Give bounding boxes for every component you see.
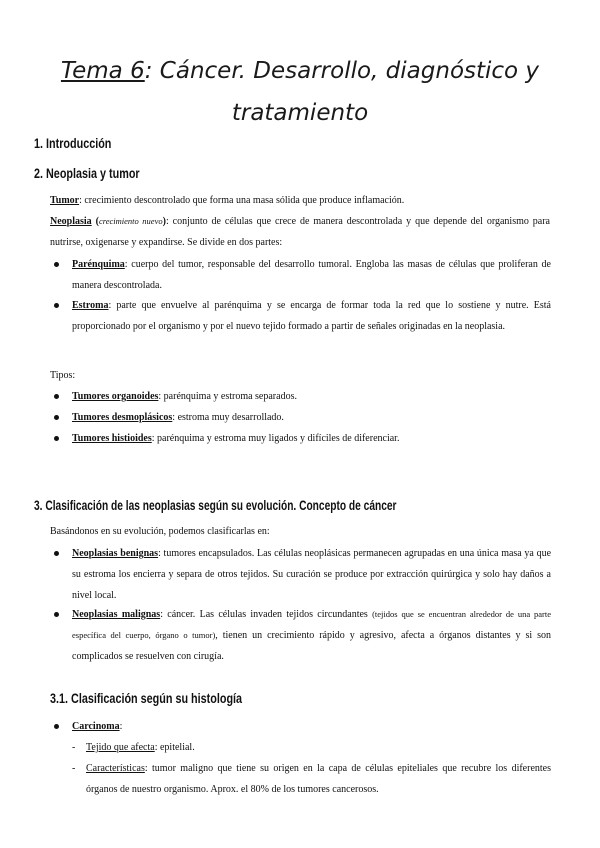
tejido-label: Tejido que afecta	[86, 742, 155, 753]
bullet-icon	[54, 612, 59, 617]
list-item	[72, 386, 551, 407]
list-item	[72, 407, 551, 428]
malignas-term: Neoplasias malignas	[72, 609, 161, 620]
list-item	[72, 254, 551, 296]
histioides-text: : parénquima y estroma muy ligados y difíciles de diferenciar.	[151, 433, 400, 444]
malignas-text-b: , tienen un crecimiento rápido y agresivo, afecta a órganos distantes y si son complicados se resuelven con cirugía.	[72, 630, 551, 662]
tejido-text: : epitelial.	[154, 742, 195, 753]
neoplasia-text: : conjunto de células que crece de manera descontrolada y que depende del organismo para nutrirse, oxigenarse y expandirse. Se divide en dos partes:	[50, 216, 550, 248]
heading-clasificacion-histologia: 3.1. Clasificación según su histología	[50, 691, 243, 706]
list-item	[72, 428, 551, 449]
tipos-label: Tipos:	[50, 370, 76, 381]
list-item	[72, 543, 551, 606]
title-topic-number: Tema 6	[60, 58, 145, 84]
organoides-term: Tumores organoides	[72, 391, 159, 402]
estroma-term: Estroma	[72, 300, 109, 311]
malignas-text-a: : cáncer. Las células invaden tejidos circundantes	[160, 609, 373, 620]
heading-clasificacion-evolucion: 3. Clasificación de las neoplasias según su evolución. Concepto de cáncer	[34, 498, 397, 513]
bullet-icon	[54, 724, 59, 729]
tumor-text: : crecimiento descontrolado que forma una masa sólida que produce inflamación.	[79, 195, 405, 206]
dash-marker: -	[72, 763, 76, 774]
bullet-icon	[54, 415, 59, 420]
title-topic-name: : Cáncer. Desarrollo, diagnóstico y	[144, 58, 540, 84]
bullet-icon	[54, 262, 59, 267]
evolucion-intro: Basándonos en su evolución, podemos clasificarlas en:	[50, 526, 270, 537]
tumor-term: Tumor	[50, 195, 80, 206]
bullet-icon	[54, 551, 59, 556]
carcinoma-colon: :	[119, 721, 123, 732]
page-title	[30, 54, 570, 88]
carcinoma-term: Carcinoma	[72, 721, 120, 732]
bullet-icon	[54, 436, 59, 441]
dash-marker: -	[72, 742, 76, 753]
benignas-term: Neoplasias benignas	[72, 548, 159, 559]
neoplasia-meaning: crecimiento nuevo	[98, 216, 163, 226]
list-item	[72, 604, 551, 667]
heading-introduccion: 1. Introducción	[34, 136, 112, 151]
list-item	[72, 716, 551, 737]
bullet-icon	[54, 394, 59, 399]
caracteristicas-text: : tumor maligno que tiene su origen en la capa de células epiteliales que recubre los diferentes órganos de nuestro organismo. Aprox. el 80% de los tumores cancerosos.	[86, 763, 551, 795]
desmoplasicos-text: : estroma muy desarrollado.	[172, 412, 284, 423]
neoplasia-paren-open: (	[91, 216, 99, 227]
tumor-definition	[50, 190, 550, 211]
heading-neoplasia-tumor: 2. Neoplasia y tumor	[34, 166, 140, 181]
caracteristicas-label: Características	[86, 763, 145, 774]
neoplasia-term: Neoplasia	[50, 216, 92, 227]
histioides-term: Tumores histioides	[72, 433, 152, 444]
malignas-parenthetical: (tejidos que se encuentran alrededor de una parte específica del cuerpo, órgano o tumor)	[72, 609, 551, 640]
list-item	[72, 737, 551, 758]
bullet-icon	[54, 303, 59, 308]
neoplasia-paren-close: )	[162, 216, 166, 227]
estroma-text: : parte que envuelve al parénquima y se encarga de formar toda la red que lo sostiene y nutre. Está proporcionado por el organismo y por el nuevo tejido formado a partir de señales originadas en la neoplasia.	[72, 300, 551, 332]
parenquima-term: Parénquima	[72, 259, 125, 270]
neoplasia-definition	[50, 211, 550, 253]
list-item	[72, 758, 551, 800]
list-item	[72, 295, 551, 337]
parenquima-text: : cuerpo del tumor, responsable del desarrollo tumoral. Engloba las masas de células que proliferan de manera descontrolada.	[72, 259, 551, 291]
desmoplasicos-term: Tumores desmoplásicos	[72, 412, 173, 423]
benignas-text: : tumores encapsulados. Las células neoplásicas permanecen agrupadas en una única masa ya que su estroma los encierra y separa de otros tejidos. Su curación se produce por extracción quirúrgica y solo hay daños a nivel local.	[72, 548, 552, 601]
page-title-line-2: tratamiento	[231, 100, 369, 126]
organoides-text: : parénquima y estroma separados.	[158, 391, 297, 402]
